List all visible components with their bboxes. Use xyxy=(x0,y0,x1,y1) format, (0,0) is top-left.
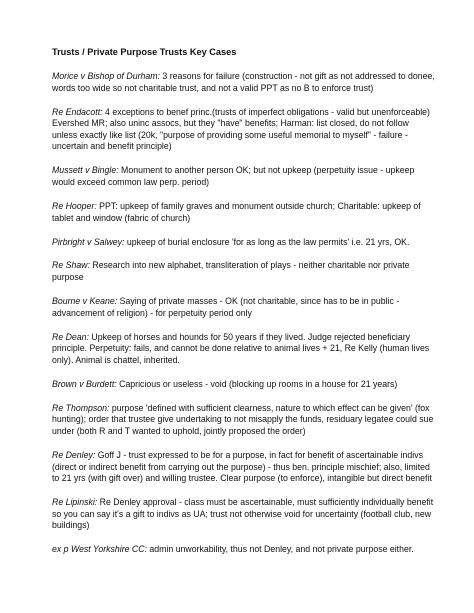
case-endacott xyxy=(52,107,436,153)
case-dean xyxy=(52,332,436,367)
case-name: Re Denley: xyxy=(52,449,96,460)
case-name: Brown v Burdett: xyxy=(52,378,117,389)
case-name: Re Thompson: xyxy=(52,402,110,413)
case-hooper xyxy=(52,201,436,224)
case-text: Monument to another person OK; but not upkeep (perpetuity issue - upkeep would exceed common law perp. period) xyxy=(52,165,415,187)
case-name: Re Lipinski: xyxy=(52,497,98,508)
case-text: Upkeep of horses and hounds for 50 years if they lived. Judge rejected beneficiary principle. Perpetuity: fails, and cannot be done relative to animal lives + 21, Re Kelly (human lives only). Animal is chattel, inherited. xyxy=(52,331,430,365)
case-text: upkeep of burial enclosure 'for as long as the law permits' i.e. 21 yrs, OK. xyxy=(124,236,410,247)
case-mussett xyxy=(52,165,436,188)
case-name: Morice v Bishop of Durham: xyxy=(52,71,160,81)
case-name: Re Shaw: xyxy=(52,260,90,271)
case-name: ex p West Yorkshire CC: xyxy=(52,544,147,555)
case-bourne xyxy=(52,296,436,319)
case-text: 3 reasons for failure (construction - not gift as not addressed to donee, words too wide so not charitable trust, and not a valid PPT as no B to enforce trust) xyxy=(52,71,435,93)
case-name: Pirbright v Salwey: xyxy=(52,236,125,247)
case-denley xyxy=(52,450,436,485)
case-name: Bourne v Keane: xyxy=(52,296,118,307)
case-name: Mussett v Bingle: xyxy=(52,165,119,176)
case-text: 4 exceptions to benef princ.(trusts of imperfect obligations - valid but unenforceable) Evershed MR; also uninc assocs, but they "have" benefits; Harman: list closed, do not follow unless exactly like list (20k, "purpose of providing some useful memorial to myself" - failure - uncertain and benefit principle) xyxy=(52,106,430,152)
case-text: PPT: upkeep of family graves and monument outside church; Charitable: upkeep of tablet and window (fabric of church) xyxy=(52,200,421,223)
case-shaw xyxy=(52,260,436,283)
case-west-yorkshire xyxy=(52,544,436,556)
case-text: Research into new alphabet, transliteration of plays - neither charitable nor private purpose xyxy=(52,260,410,283)
case-brown xyxy=(52,379,436,391)
case-pirbright xyxy=(52,237,436,249)
case-text: Saying of private masses - OK (not charitable, since has to be in public - advancement of religion) - for perpetuity period only xyxy=(52,296,400,318)
case-text: Re Denley approval - class must be ascertainable, must sufficiently individually benefit so you can say it's a gift to indivs as UA; trust not otherwise void for uncertainty (football club, new buildings) xyxy=(52,497,434,531)
case-name: Re Hooper: xyxy=(52,200,97,211)
case-text: admin unworkability, thus not Denley, and not private purpose either. xyxy=(147,544,414,555)
case-text: purpose 'defined with sufficient clearness, nature to which effect can be given' (fox hunting); order that trustee give undertaking to not misapply the funds, residuary legatee could sue under (both R and T wanted to uphold, jointly proposed the order) xyxy=(52,402,434,436)
case-text: Capricious or useless - void (blocking up rooms in a house for 21 years) xyxy=(116,378,398,389)
case-text: Goff J - trust expressed to be for a purpose, in fact for benefit of ascertainable indivs (direct or indirect benefit from carrying out the purpose) - thus ben. principle mischief; also, limited to 21 yrs (with gift over) and willing trustee. Clear purpose (to enforce), intangible but direct benefit xyxy=(52,449,432,484)
case-name: Re Dean: xyxy=(52,331,89,342)
case-lipinski xyxy=(52,497,436,532)
document-title: Trusts / Private Purpose Trusts Key Cases xyxy=(52,47,237,57)
case-morice xyxy=(52,71,436,94)
case-name: Re Endacott: xyxy=(52,106,103,117)
case-thompson xyxy=(52,403,436,438)
